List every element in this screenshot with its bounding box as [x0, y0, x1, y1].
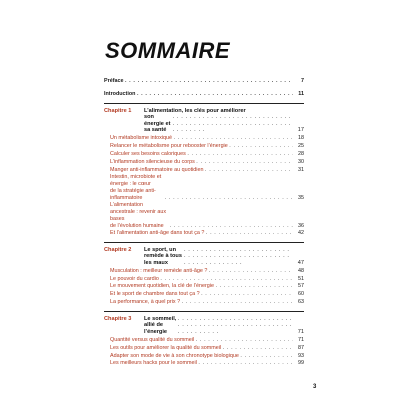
toc-entry-page: 35	[298, 195, 304, 202]
dot-leader	[216, 283, 293, 291]
chapter-entries	[104, 135, 304, 237]
toc-entry-label: Et le sport de chambre dans tout ça ?	[110, 291, 200, 298]
toc-entry-page: 7	[301, 78, 304, 84]
chapter-title-line: L’alimentation, les clés pour améliorer	[144, 107, 246, 114]
toc-entry-page: 51	[298, 275, 304, 282]
dot-leader	[223, 345, 293, 353]
toc-entry-label-line: Intestin, microbiote et énergie : le cœur	[110, 174, 162, 188]
toc-entry[interactable]	[104, 283, 304, 291]
chapter-page: 47	[297, 259, 304, 266]
toc-entry-introduction[interactable]	[104, 91, 304, 99]
toc-entry-page: 87	[298, 344, 304, 351]
dot-leader	[209, 268, 293, 276]
toc-entry-label: Adapter son mode de vie à son chronotype biologique	[110, 352, 239, 359]
chapter-entries	[104, 268, 304, 307]
chapter-number: Chapitre 3	[104, 315, 132, 322]
toc-entry-page: 30	[298, 158, 304, 165]
toc-entry[interactable]	[104, 143, 304, 151]
chapter-title-line: son énergie et sa santé	[144, 114, 171, 134]
chapter-title	[144, 108, 294, 134]
toc-entry-preface[interactable]	[104, 78, 304, 86]
toc-entry-label: Le pouvoir du cardio	[110, 275, 159, 282]
chapter-title-line: Le sport, un remède à tous les maux	[144, 246, 182, 266]
toc-entry-page: 63	[298, 298, 304, 305]
chapter-title	[144, 247, 294, 267]
dot-leader	[205, 167, 293, 175]
toc-entry-page: 42	[298, 229, 304, 236]
toc-entry[interactable]	[104, 174, 304, 202]
toc-entry-label: La performance, à quel prix ?	[110, 298, 181, 305]
dot-leader	[240, 353, 292, 361]
toc-entry-page: 28	[298, 151, 304, 158]
toc-entry[interactable]	[104, 135, 304, 143]
toc-entry-page: 99	[298, 360, 304, 367]
dot-leader	[229, 143, 292, 151]
toc-entry-label: Manger anti-inflammatoire au quotidien	[110, 166, 204, 173]
toc-entry[interactable]	[104, 299, 304, 307]
toc-entry[interactable]	[104, 167, 304, 175]
dot-leader	[206, 230, 293, 238]
toc-entry[interactable]	[104, 230, 304, 238]
toc-entry-page: 93	[298, 352, 304, 359]
chapter-section	[104, 103, 304, 238]
dot-leader	[125, 78, 293, 86]
toc-entry-label-line: de l’évolution humaine	[110, 222, 164, 229]
dot-leader	[170, 223, 293, 230]
page-title: SOMMAIRE	[105, 38, 230, 63]
toc-entry-page: 71	[298, 337, 304, 344]
dot-leader	[196, 159, 292, 167]
toc-entry[interactable]	[104, 202, 304, 230]
chapter-number: Chapitre 1	[104, 107, 132, 114]
toc-entry[interactable]	[104, 151, 304, 159]
dot-leader	[198, 360, 292, 368]
toc-entry-label: Un métabolisme intoxiqué	[110, 135, 173, 142]
dot-leader	[196, 337, 293, 345]
toc-entry[interactable]	[104, 337, 304, 345]
dot-leader	[184, 247, 293, 267]
chapter-title	[144, 316, 294, 336]
chapter-section	[104, 311, 304, 368]
toc-entry[interactable]	[104, 159, 304, 167]
dot-leader	[165, 195, 293, 202]
toc-entry[interactable]	[104, 276, 304, 284]
dot-leader	[173, 114, 293, 134]
toc-entry-label: Quantité versus qualité du sommeil	[110, 337, 195, 344]
chapter-entries	[104, 337, 304, 368]
dot-leader	[201, 291, 292, 299]
toc-entry-label: L’inflammation silencieuse du corps	[110, 158, 195, 165]
toc-entry-label: Le mouvement quotidien, la clé de l’énergie	[110, 283, 214, 290]
toc-entry-label: Musculation : meilleur remède anti-âge ?	[110, 267, 208, 274]
chapter-heading[interactable]	[104, 316, 304, 336]
toc-entry-label: Et l’alimentation anti-âge dans tout ça ?	[110, 229, 205, 236]
chapter-page: 17	[297, 127, 304, 134]
toc-entry[interactable]	[104, 291, 304, 299]
toc-entry[interactable]	[104, 268, 304, 276]
chapter-heading[interactable]	[104, 108, 304, 134]
toc-entry-label: Préface	[104, 78, 124, 84]
chapter-heading[interactable]	[104, 247, 304, 267]
dot-leader	[137, 91, 293, 99]
toc-entry-label: Les meilleurs hacks pour le sommeil	[110, 360, 197, 367]
table-of-contents	[104, 78, 304, 368]
page-number: 3	[313, 384, 317, 390]
toc-entry-label: Relancer le métabolisme pour rebooster l’énergie	[110, 143, 228, 150]
dot-leader	[160, 276, 292, 284]
toc-entry-page: 48	[298, 267, 304, 274]
toc-entry-label-line: L’alimentation ancestrale : revenir aux bases	[110, 202, 167, 222]
toc-entry-label: Les outils pour améliorer la qualité du sommeil	[110, 344, 222, 351]
chapter-number: Chapitre 2	[104, 246, 132, 253]
dot-leader	[182, 299, 293, 307]
toc-entry-label: Introduction	[104, 90, 136, 97]
toc-entry-page: 57	[298, 283, 304, 290]
toc-entry-page: 18	[298, 135, 304, 142]
toc-entry-label: Calculer ses besoins caloriques	[110, 151, 186, 158]
dot-leader	[178, 316, 293, 336]
toc-entry[interactable]	[104, 353, 304, 361]
toc-entry-label-line: de la stratégie anti-inflammatoire	[110, 188, 156, 202]
dot-leader	[174, 135, 293, 143]
chapter-section	[104, 242, 304, 307]
toc-entry-page: 11	[298, 90, 304, 97]
chapter-list	[104, 103, 304, 369]
chapter-page: 71	[297, 328, 304, 335]
dot-leader	[187, 151, 292, 159]
toc-entry[interactable]	[104, 360, 304, 368]
toc-entry[interactable]	[104, 345, 304, 353]
toc-entry-page: 60	[298, 291, 304, 298]
toc-entry-page: 31	[298, 166, 304, 173]
toc-entry-page: 36	[298, 222, 304, 229]
chapter-title-line: Le sommeil, allié de l’énergie	[144, 315, 177, 335]
toc-entry-page: 25	[298, 143, 304, 150]
